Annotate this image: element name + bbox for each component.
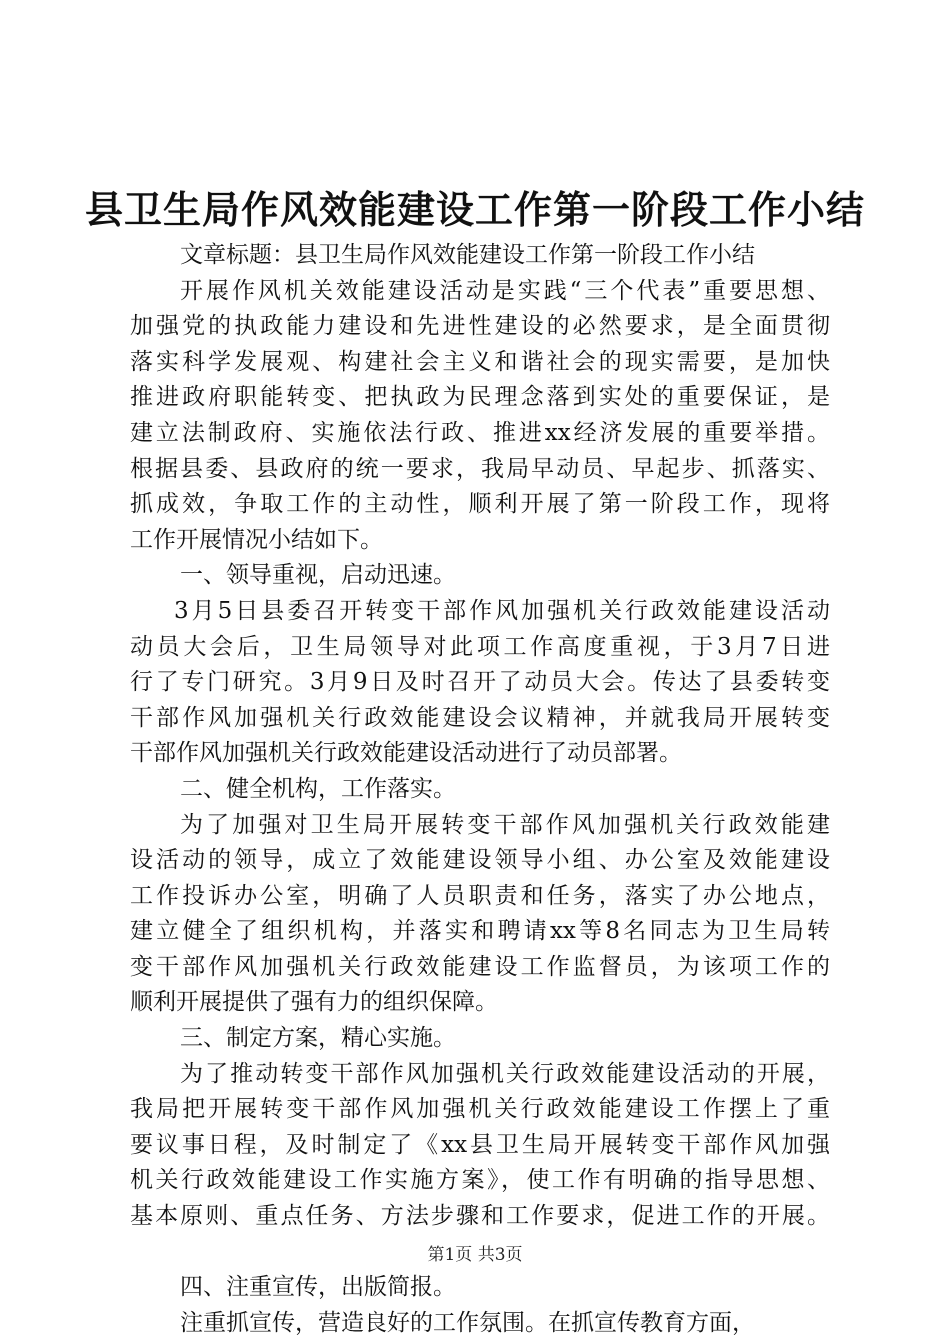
section-heading: 三、制定方案，精心实施。 — [180, 1025, 456, 1052]
body-line: 抓成效，争取工作的主动性，顺利开展了第一阶段工作，现将 — [130, 491, 830, 518]
body-line: 要议事日程，及时制定了《xx县卫生局开展转变干部作风加强 — [130, 1131, 830, 1158]
document-body — [130, 238, 830, 1341]
body-line: 我局把开展转变干部作风加强机关行政效能建设工作摆上了重 — [130, 1096, 830, 1123]
body-line: 行了专门研究。3月9日及时召开了动员大会。传达了县委转变 — [130, 669, 830, 696]
body-line: 工作开展情况小结如下。 — [130, 526, 383, 553]
section-heading: 四、注重宣传，出版简报。 — [180, 1274, 456, 1301]
body-line: 根据县委、县政府的统一要求，我局早动员、早起步、抓落实、 — [130, 455, 830, 482]
article-title-line: 文章标题：县卫生局作风效能建设工作第一阶段工作小结 — [180, 242, 755, 268]
body-line: 推进政府职能转变、把执政为民理念落到实处的重要保证，是 — [130, 384, 830, 411]
section-heading: 二、健全机构，工作落实。 — [180, 775, 456, 802]
body-line: 建立法制政府、实施依法行政、推进xx经济发展的重要举措。 — [130, 419, 830, 446]
body-line: 加强党的执政能力建设和先进性建设的必然要求，是全面贯彻 — [130, 313, 830, 340]
body-line: 落实科学发展观、构建社会主义和谐社会的现实需要，是加快 — [130, 348, 830, 375]
body-line: 干部作风加强机关行政效能建设会议精神，并就我局开展转变 — [130, 704, 830, 731]
body-line: 开展作风机关效能建设活动是实践“三个代表”重要思想、 — [180, 277, 830, 304]
body-line: 为了加强对卫生局开展转变干部作风加强机关行政效能建 — [180, 811, 830, 838]
body-line: 机关行政效能建设工作实施方案》，使工作有明确的指导思想、 — [130, 1167, 830, 1194]
body-line: 3月5日县委召开转变干部作风加强机关行政效能建设活动 — [174, 597, 830, 624]
body-line: 注重抓宣传，营造良好的工作氛围。在抓宣传教育方面， — [180, 1309, 755, 1336]
page-footer: 第1页 共3页 — [427, 1245, 523, 1265]
body-line: 顺利开展提供了强有力的组织保障。 — [130, 989, 498, 1016]
body-line: 基本原则、重点任务、方法步骤和工作要求，促进工作的开展。 — [130, 1203, 830, 1230]
body-line: 工作投诉办公室，明确了人员职责和任务，落实了办公地点， — [130, 882, 830, 909]
body-line: 设活动的领导，成立了效能建设领导小组、办公室及效能建设 — [130, 847, 830, 874]
body-line: 动员大会后，卫生局领导对此项工作高度重视，于3月7日进 — [130, 633, 830, 660]
body-line: 干部作风加强机关行政效能建设活动进行了动员部署。 — [130, 740, 682, 767]
body-line: 建立健全了组织机构，并落实和聘请xx等8名同志为卫生局转 — [130, 918, 830, 945]
body-line: 变干部作风加强机关行政效能建设工作监督员，为该项工作的 — [130, 953, 830, 980]
page-title: 县卫生局作风效能建设工作第一阶段工作小结 — [84, 188, 865, 232]
body-line: 为了推动转变干部作风加强机关行政效能建设活动的开展， — [180, 1060, 830, 1087]
section-heading: 一、领导重视，启动迅速。 — [180, 562, 456, 589]
